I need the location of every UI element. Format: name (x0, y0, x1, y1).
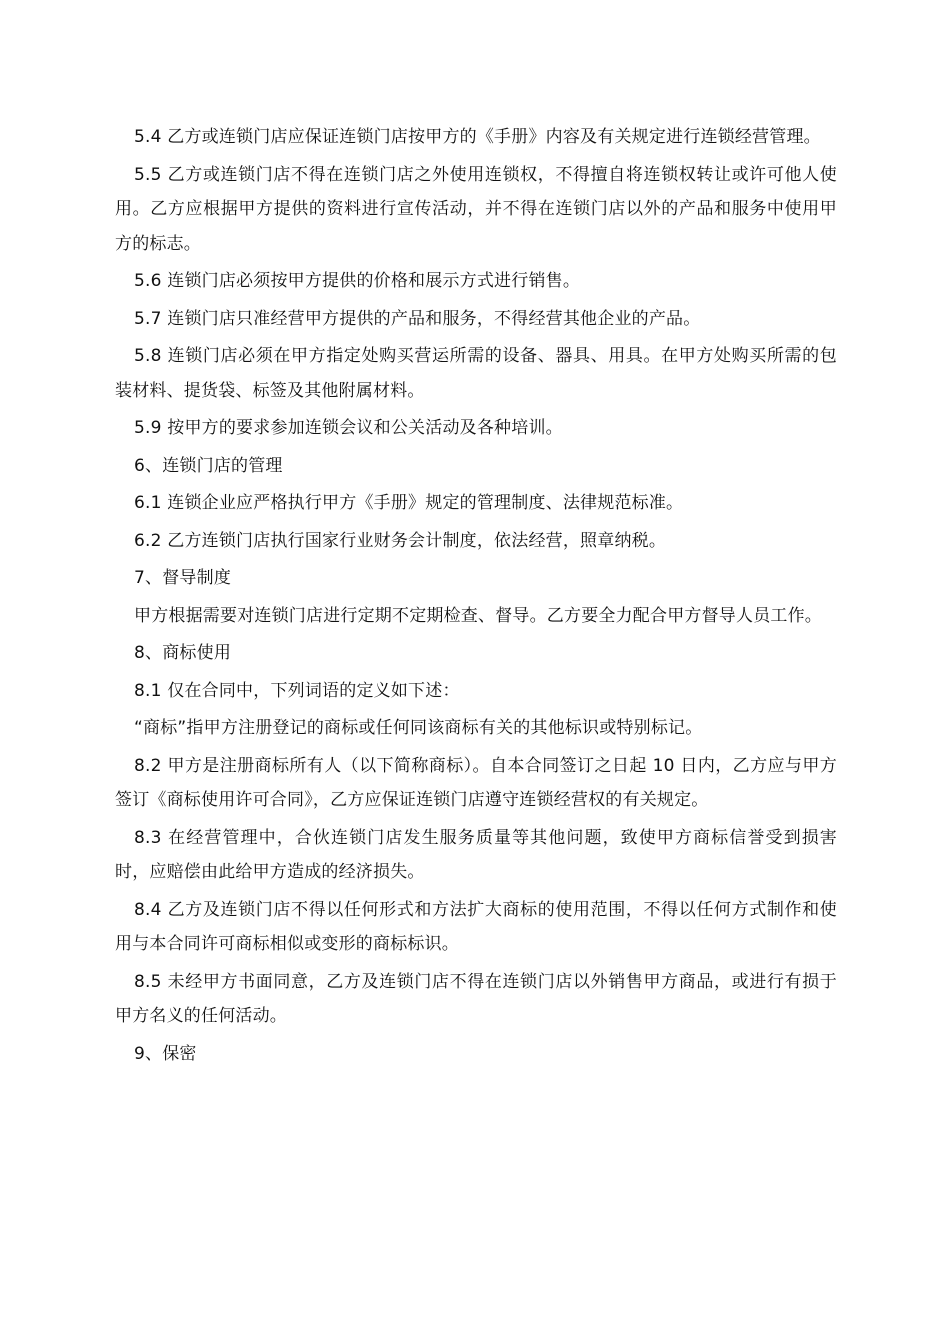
document-body (115, 120, 837, 1074)
section-heading-7: 7、督导制度 (134, 568, 232, 588)
clause-5-8: 5.8 连锁门店必须在甲方指定处购买营运所需的设备、器具、用具。在甲方处购买所需的包装材料、提货袋、标签及其他附属材料。 (115, 346, 837, 401)
clause-8-4: 8.4 乙方及连锁门店不得以任何形式和方法扩大商标的使用范围，不得以任何方式制作和使用与本合同许可商标相似或变形的商标标识。 (115, 899, 837, 954)
clause-7-body: 甲方根据需要对连锁门店进行定期不定期检查、督导。乙方要全力配合甲方督导人员工作。 (134, 605, 822, 626)
clause-5-6: 5.6 连锁门店必须按甲方提供的价格和展示方式进行销售。 (134, 271, 581, 291)
clause-8-2: 8.2 甲方是注册商标所有人（以下简称商标）。自本合同签订之日起 10 日内，乙方应与甲方签订《商标使用许可合同》，乙方应保证连锁门店遵守连锁经营权的有关规定。 (115, 755, 837, 810)
clause-8-1: 8.1 仅在合同中，下列词语的定义如下述： (134, 680, 460, 701)
clause-6-2: 6.2 乙方连锁门店执行国家行业财务会计制度，依法经营，照章纳税。 (134, 530, 667, 551)
clause-5-9: 5.9 按甲方的要求参加连锁会议和公关活动及各种培训。 (134, 418, 563, 438)
section-heading-8: 8、商标使用 (134, 643, 232, 663)
clause-6-1: 6.1 连锁企业应严格执行甲方《手册》规定的管理制度、法律规范标准。 (134, 493, 684, 513)
clause-5-7: 5.7 连锁门店只准经营甲方提供的产品和服务，不得经营其他企业的产品。 (134, 308, 701, 329)
clause-8-3: 8.3 在经营管理中，合伙连锁门店发生服务质量等其他问题，致使甲方商标信誉受到损害时，应赔偿由此给甲方造成的经济损失。 (115, 827, 837, 882)
clause-5-5: 5.5 乙方或连锁门店不得在连锁门店之外使用连锁权，不得擅自将连锁权转让或许可他人使用。乙方应根据甲方提供的资料进行宣传活动，并不得在连锁门店以外的产品和服务中使用甲方的标志。 (115, 164, 837, 254)
clause-5-4: 5.4 乙方或连锁门店应保证连锁门店按甲方的《手册》内容及有关规定进行连锁经营管理。 (134, 127, 821, 147)
trademark-definition: “商标”指甲方注册登记的商标或任何同该商标有关的其他标识或特别标记。 (134, 718, 703, 738)
clause-8-5: 8.5 未经甲方书面同意，乙方及连锁门店不得在连锁门店以外销售甲方商品，或进行有损于甲方名义的任何活动。 (115, 971, 837, 1026)
section-heading-9: 9、保密 (134, 1043, 197, 1064)
section-heading-6: 6、连锁门店的管理 (134, 455, 283, 476)
